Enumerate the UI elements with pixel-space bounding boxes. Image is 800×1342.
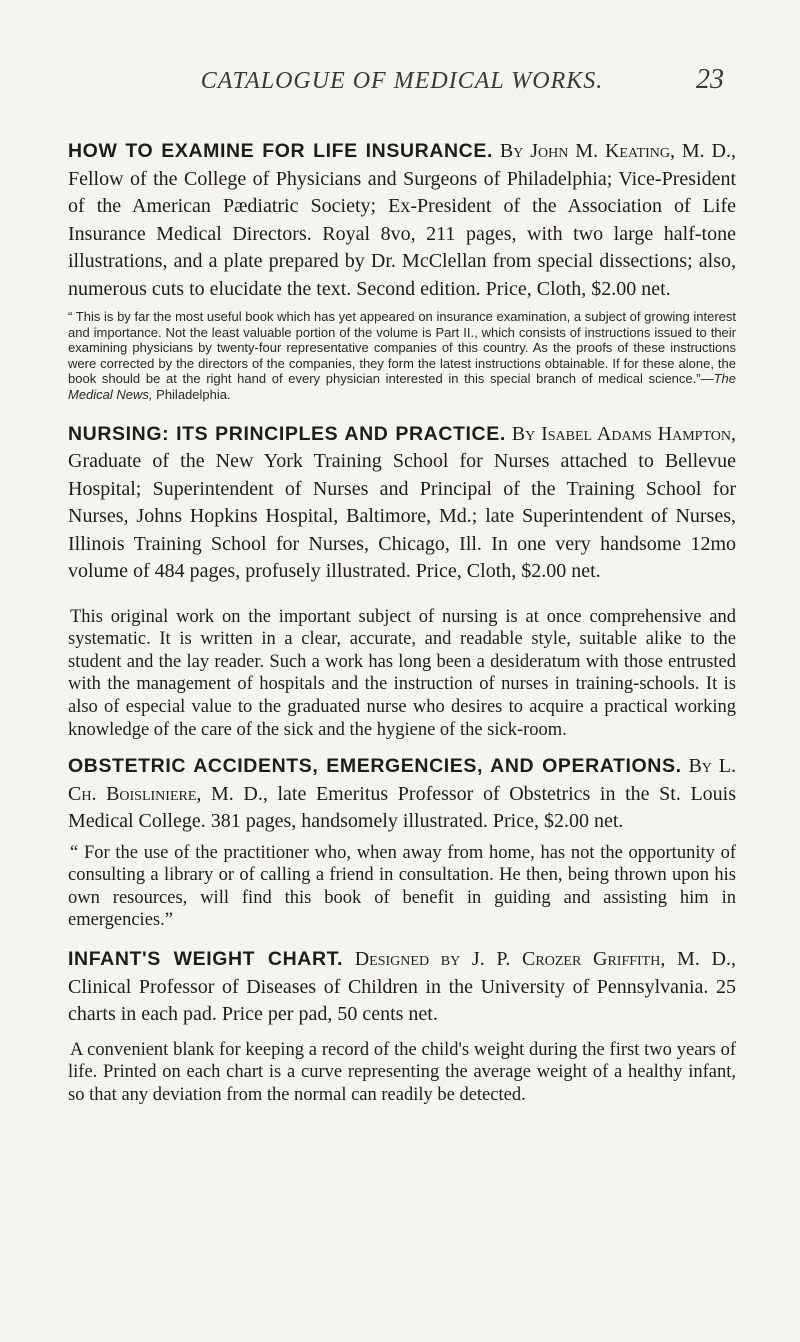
review-place: Philadelphia. [152, 386, 231, 402]
entry-author: Designed by J. P. Crozer Griffith [354, 948, 661, 970]
review-text: “ This is by far the most useful book which has yet appeared on insurance examination, a subject of growing interest and importance. Not the least valuable portion of the volume is Part II., which consists of instructions issued to their examining physicians by twenty-four representative companies of this country. As the proofs of these instructions were corrected by the directors of the companies, they form the latest instructions obtainable. If for these alone, the book should be at the right hand of every physician interested in this special branch of medical science.”— [68, 309, 736, 387]
entry-obstetric [68, 753, 736, 932]
entry-details: , M. D., Clinical Professor of Diseases of Children in the University of Pennsylvania. 25 charts in each pad. Price per pad, 50 cents net. [68, 948, 736, 1025]
page-number: 23 [696, 64, 724, 95]
entry-details: , M. D., Fellow of the College of Physicians and Surgeons of Philadelphia; Vice-President of the American Pædiatric Society; Ex-President of the Association of Life Insurance Medical Directors. Royal 8vo, 211 pages, with two large half-tone illustrations, and a plate prepared by Dr. McClellan from special dissections; also, numerous cuts to elucidate the text. Second edition. Price, Cloth, $2.00 net. [68, 140, 737, 300]
running-title: CATALOGUE OF MEDICAL WORKS. [200, 68, 604, 94]
entry-life-insurance [68, 138, 736, 403]
review-source: The Medical News, [68, 371, 736, 402]
entry-description: This original work on the important subject of nursing is at once comprehensive and systematic. It is written in a clear, accurate, and readable style, suitable alike to the student and the lay reader. Such a work has long been a desideratum with those entrusted with the management of hospitals and the instruction of nurses in training-schools. It is also of especial value to the graduated nurse who desires to acquire a practical working knowledge of the care of the sick and the hygiene of the sick-room. [68, 606, 736, 740]
entry-heading [68, 753, 736, 836]
entry-title: INFANT'S WEIGHT CHART. [68, 948, 344, 970]
entry-details: , Graduate of the New York Training School for Nurses attached to Bellevue Hospital; Superintendent of Nurses and Principal of the Training School for Nurses, Johns Hopkins Hospital, Baltimore, Md.; late Superintendent of Nurses, Illinois Training School for Nurses, Chicago, Ill. In one very handsome 12mo volume of 484 pages, profusely illustrated. Price, Cloth, $2.00 net. [68, 422, 736, 583]
entry-nursing [68, 421, 736, 742]
entry-description: A convenient blank for keeping a record of the child's weight during the first two years of life. Printed on each chart is a curve representing the average weight of a healthy infant, so that any deviation from the normal can readily be detected. [68, 1039, 736, 1105]
catalogue-entries [68, 138, 736, 1106]
entry-heading [68, 946, 736, 1029]
running-head [68, 64, 736, 108]
entry-heading [68, 138, 736, 303]
entry-author: By L. Ch. Boisliniere [68, 755, 737, 805]
entry-author: By John M. Keating [499, 140, 670, 162]
entry-weight-chart [68, 946, 736, 1106]
entry-details: , M. D., late Emeritus Professor of Obstetrics in the St. Louis Medical College. 381 pages, handsomely illustrated. Price, $2.00 net. [68, 782, 737, 833]
entry-title: OBSTETRIC ACCIDENTS, EMERGENCIES, AND OPERATIONS. [68, 755, 682, 778]
entry-title: HOW TO EXAMINE FOR LIFE INSURANCE. [68, 140, 493, 162]
entry-review [68, 309, 736, 403]
entry-title: NURSING: ITS PRINCIPLES AND PRACTICE. [68, 422, 506, 445]
entry-description: “ For the use of the practitioner who, when away from home, has not the opportunity of consulting a library or of calling a friend in consultation. He then, being thrown upon his own resources, will find this book of benefit in guiding and assisting him in emergencies.” [68, 842, 736, 931]
entry-author: By Isabel Adams Hampton [511, 422, 731, 445]
entry-heading [68, 421, 736, 586]
